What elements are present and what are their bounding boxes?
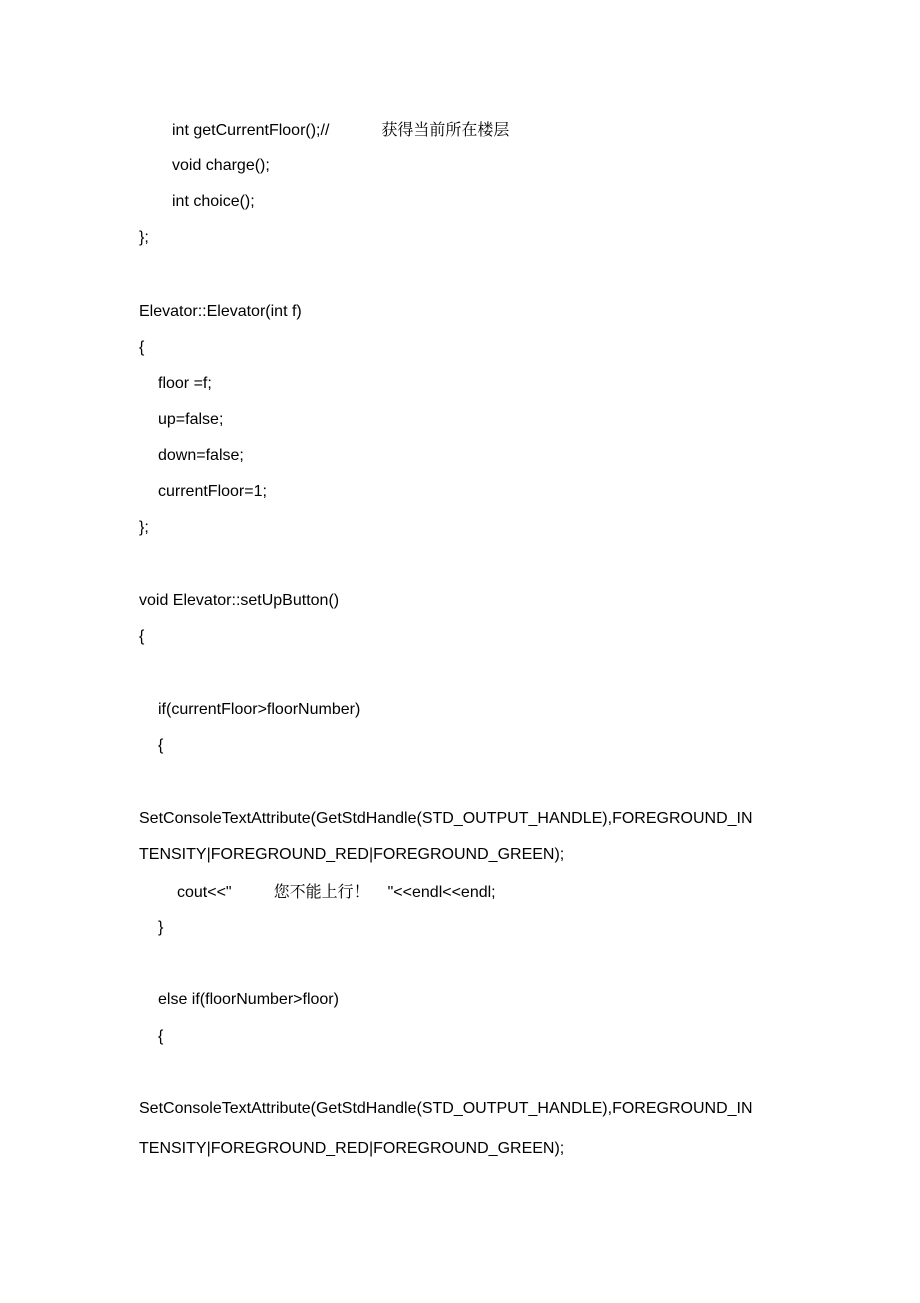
code-text: int getCurrentFloor();// (172, 122, 330, 139)
code-line-open-brace: { (158, 737, 164, 754)
code-text: "<<endl<<endl; (387, 884, 496, 901)
code-line-cout-message (177, 882, 496, 902)
code-line-set-console-attr-cont: TENSITY|FOREGROUND_RED|FOREGROUND_GREEN); (139, 1140, 565, 1157)
code-line-else-if-condition: else if(floorNumber>floor) (158, 991, 339, 1008)
code-line-get-current-floor (172, 120, 509, 140)
code-line-current-floor-assign: currentFloor=1; (158, 483, 267, 500)
code-text: cout<<" (177, 884, 232, 901)
code-line-constructor-signature: Elevator::Elevator(int f) (139, 303, 302, 320)
code-line-class-end: }; (139, 229, 149, 246)
code-line-constructor-end: }; (139, 519, 149, 536)
code-line-choice: int choice(); (172, 193, 255, 210)
code-line-set-console-attr-cont: TENSITY|FOREGROUND_RED|FOREGROUND_GREEN); (139, 846, 565, 863)
chinese-message: 您不能上行！ (273, 882, 370, 901)
code-line-set-console-attr: SetConsoleTextAttribute(GetStdHandle(STD_OUTPUT_HANDLE),FOREGROUND_IN (139, 810, 753, 827)
code-line-open-brace: { (158, 1028, 164, 1045)
code-line-charge: void charge(); (172, 157, 270, 174)
chinese-comment: 获得当前所在楼层 (381, 120, 510, 139)
code-line-up-false: up=false; (158, 411, 224, 428)
code-line-set-console-attr: SetConsoleTextAttribute(GetStdHandle(STD_OUTPUT_HANDLE),FOREGROUND_IN (139, 1100, 753, 1117)
code-line-if-condition: if(currentFloor>floorNumber) (158, 701, 361, 718)
code-line-floor-assign: floor =f; (158, 375, 212, 392)
code-line-down-false: down=false; (158, 447, 244, 464)
code-line-open-brace: { (139, 339, 145, 356)
code-line-close-brace: } (158, 919, 164, 936)
code-line-set-up-button-signature: void Elevator::setUpButton() (139, 592, 340, 609)
code-line-open-brace: { (139, 628, 145, 645)
